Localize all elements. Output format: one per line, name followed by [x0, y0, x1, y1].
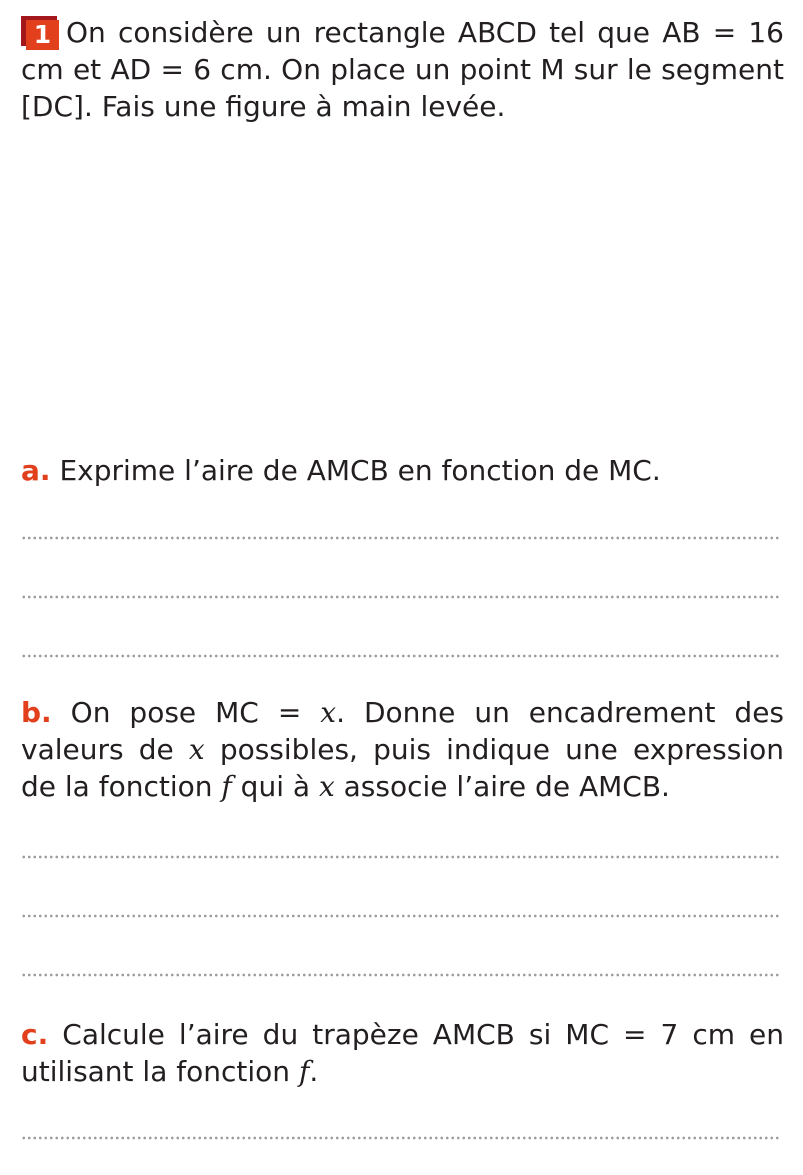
question-a	[21, 452, 784, 489]
statement-rest: AB = 16 cm et AD = 6 cm. On place un point M sur le segment [DC]. Fais une figure à main levée.	[21, 16, 784, 123]
question-c	[21, 1016, 784, 1090]
exercise-statement	[21, 14, 784, 125]
variable-x: x	[320, 696, 337, 729]
variable-x: x	[188, 733, 205, 766]
question-b-text-4: qui à	[231, 770, 319, 803]
question-a-label: a.	[21, 454, 51, 487]
sketch-area[interactable]	[21, 130, 781, 440]
function-f: f	[298, 1055, 310, 1088]
statement-line-1: On considère un rectangle ABCD tel que	[66, 16, 650, 49]
answer-line-b-1[interactable]	[21, 855, 781, 859]
answer-line-b-2[interactable]	[21, 914, 781, 918]
question-b-text-5: associe l’aire de AMCB.	[334, 770, 670, 803]
answer-line-a-1[interactable]	[21, 536, 781, 540]
answer-line-a-3[interactable]	[21, 654, 781, 658]
question-b-text-3: possibles, puis indique une expression de la fonction	[21, 733, 784, 803]
answer-line-b-3[interactable]	[21, 973, 781, 977]
question-c-text-2: .	[309, 1055, 319, 1088]
question-b	[21, 694, 784, 805]
function-f: f	[221, 770, 232, 803]
question-b-text-1: On pose MC =	[70, 696, 321, 729]
variable-x: x	[318, 770, 335, 803]
exercise-number: 1	[26, 20, 59, 50]
question-b-text-2: . Donne un encadrement des valeurs de	[21, 696, 785, 766]
answer-line-c-1[interactable]	[21, 1136, 781, 1140]
question-a-text: Exprime l’aire de AMCB en fonction de MC.	[59, 454, 661, 487]
question-b-label: b.	[21, 696, 52, 729]
question-c-text-1: Calcule l’aire du trapèze AMCB si MC = 7 cm en utilisant la fonction	[21, 1018, 784, 1088]
answer-line-a-2[interactable]	[21, 595, 781, 599]
question-c-label: c.	[21, 1018, 49, 1051]
